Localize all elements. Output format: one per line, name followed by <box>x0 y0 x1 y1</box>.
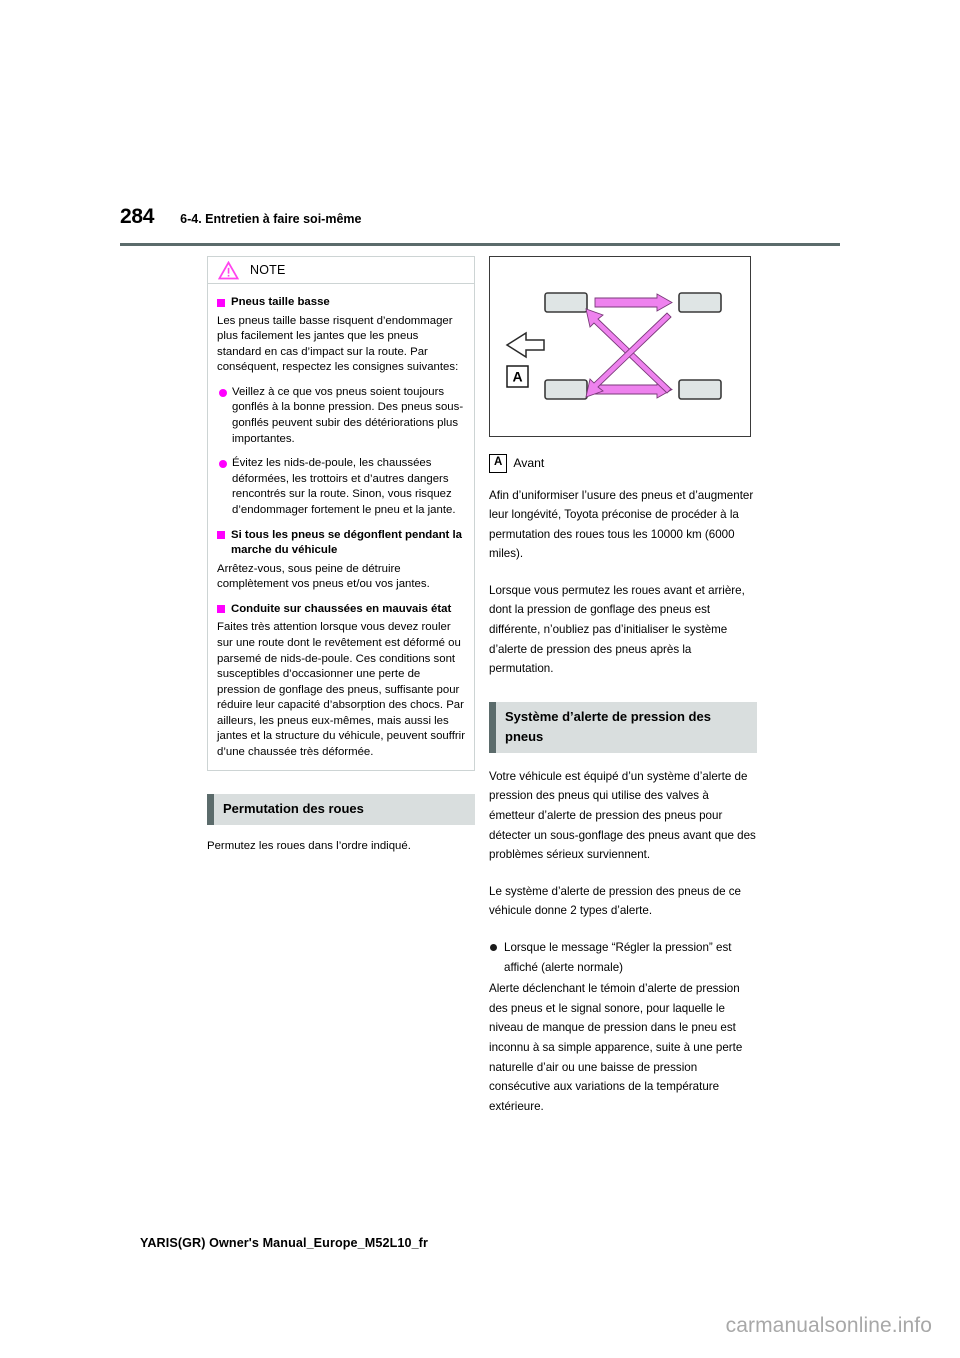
note-subheading <box>217 295 465 311</box>
page-header <box>120 205 840 239</box>
square-bullet-icon <box>217 531 225 539</box>
note-bullet-text: Veillez à ce que vos pneus soient toujours gonflés à la bonne pression. Des pneus sous-gonflés peuvent subir des détériorations plus importantes. <box>232 385 464 445</box>
heading-accent-tab <box>207 794 214 825</box>
right-column <box>489 256 757 1116</box>
caption-marker-a: A <box>489 454 507 473</box>
note-paragraph: Arrêtez-vous, sous peine de détruire complètement vos pneus et/ou vos jantes. <box>217 562 430 591</box>
rotation-paragraph: Permutez les roues dans l’ordre indiqué. <box>207 839 411 852</box>
tire-rotation-diagram <box>489 256 751 437</box>
section-heading-label: Permutation des roues <box>223 800 364 816</box>
section-title: 6-4. Entretien à faire soi-même <box>180 212 362 226</box>
note-subheading-text: Conduite sur chaussées en mauvais état <box>231 602 452 615</box>
round-bullet-icon <box>219 460 227 468</box>
tire-rear-right <box>679 380 721 399</box>
note-subheading-text: Si tous les pneus se dégonflent pendant la marche du véhicule <box>231 528 463 557</box>
round-bullet-icon <box>219 389 227 397</box>
note-title: NOTE <box>250 263 286 277</box>
note-header <box>208 257 474 284</box>
heading-accent-tab <box>489 702 496 753</box>
section-heading-bar-tpws <box>489 702 757 753</box>
tpws-paragraph-2: Le système d’alerte de pression des pneus de ce véhicule donne 2 types d’alerte. <box>489 884 741 918</box>
square-bullet-icon <box>217 605 225 613</box>
rotation-initialize-paragraph: Lorsque vous permutez les roues avant et arrière, dont la pression de gonflage des pneus est différente, n’oubliez pas d’initialiser le système d’alerte de pression des pneus après la permutation. <box>489 583 745 676</box>
note-subheading <box>217 528 465 559</box>
note-subheading-text: Pneus taille basse <box>231 296 330 308</box>
note-body <box>208 284 474 770</box>
warning-triangle-icon <box>218 261 239 280</box>
note-paragraph: Faites très attention lorsque vous devez rouler sur une route dont le revêtement est déformé ou parsemé de nids-de-poule. Ces conditions sont susceptibles d’occasionner une perte de pression de gonflage des pneus, suffisante pour réduire leur capacité d’absorption des chocs. Par ailleurs, les pneus eux-mêmes, mais aussi les jantes et la structure du véhicule, peuvent souffrir d’une chaussée très déformée. <box>217 621 465 759</box>
tpws-bullet-item <box>489 938 757 977</box>
diagram-callout-a <box>507 366 528 387</box>
diagram-caption <box>489 454 757 473</box>
section-heading-bar-rotation <box>207 794 475 825</box>
note-bullet-item <box>217 456 465 518</box>
document-code: YARIS(GR) Owner's Manual_Europe_M52L10_fr <box>140 1236 428 1250</box>
caption-label: Avant <box>513 456 545 471</box>
tpws-bullet-body: Alerte déclenchant le témoin d’alerte de pression des pneus et le signal sonore, pour laquelle le niveau de manque de pression dans le pneu est inconnu à sa simple apparence, suite à une perte naturelle d’air ou une baisse de pression consécutive aux variations de la température extérieure. <box>489 982 743 1113</box>
left-column <box>207 256 475 854</box>
note-paragraph: Les pneus taille basse risquent d’endommager plus facilement les jantes que les pneus standard en cas d’impact sur la route. Par conséquent, respectez les consignes suivantes: <box>217 314 459 374</box>
note-bullet-item <box>217 385 465 447</box>
front-direction-arrow <box>507 333 544 357</box>
note-callout-box <box>207 256 475 771</box>
site-watermark: carmanualsonline.info <box>725 1314 932 1337</box>
square-bullet-icon <box>217 299 225 307</box>
round-bullet-icon <box>490 944 497 951</box>
svg-text:A: A <box>512 368 523 385</box>
tpws-paragraph-1: Votre véhicule est équipé d’un système d’alerte de pression des pneus qui utilise des valves à émetteur d’alerte de pression des pneus pour détecter un sous-gonflage des pneus avant que des problèmes sérieux surviennent. <box>489 769 756 862</box>
header-divider <box>120 243 840 246</box>
rotation-arrow-top <box>595 294 672 311</box>
tpws-bullet-text: Lorsque le message “Régler la pression” est affiché (alerte normale) <box>504 941 732 974</box>
page-number: 284 <box>120 205 155 228</box>
tire-rear-left <box>545 380 587 399</box>
note-bullet-text: Évitez les nids-de-poule, les chaussées déformées, les trottoirs et d’autres dangers rencontrés sur la route. Sinon, vous risquez d’endommager fortement le pneu et la jante. <box>232 457 456 517</box>
tire-front-left <box>545 293 587 312</box>
section-heading-label: Système d’alerte de pression des pneus <box>505 708 711 744</box>
note-subheading <box>217 602 465 618</box>
rotation-interval-paragraph: Afin d’uniformiser l’usure des pneus et d’augmenter leur longévité, Toyota préconise de procéder à la permutation des roues tous les 10000 km (6000 miles). <box>489 488 754 561</box>
tire-front-right <box>679 293 721 312</box>
tire-rotation-graphic <box>490 257 749 435</box>
